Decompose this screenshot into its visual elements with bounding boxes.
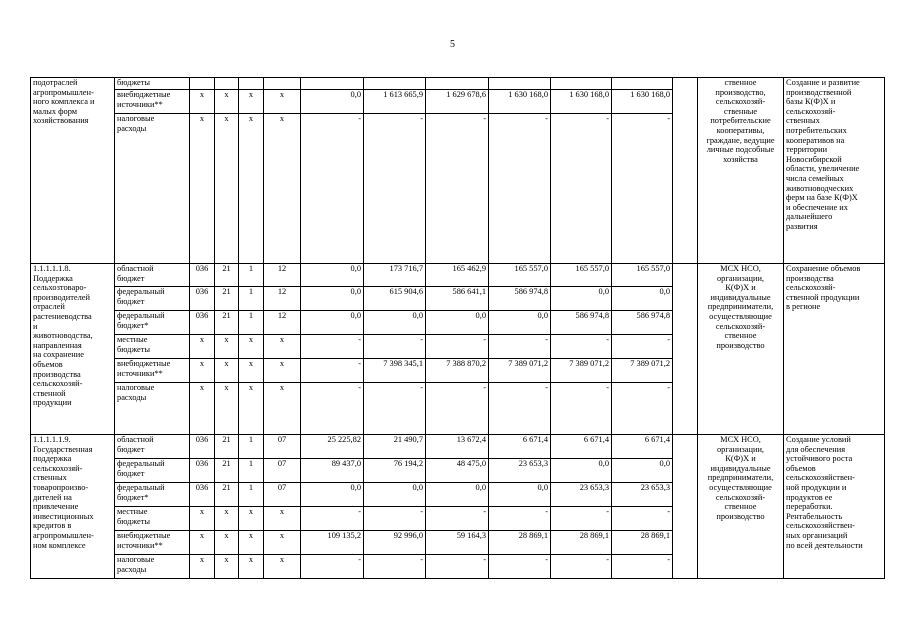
- cell-v2016: 109 135,2: [301, 531, 364, 555]
- cell-v2017: -: [364, 555, 426, 579]
- cell-v2021: -: [612, 383, 673, 435]
- cell-v2018: -: [426, 507, 489, 531]
- cell-v2020: 586 974,8: [551, 311, 612, 335]
- cell-v2018: [426, 78, 489, 90]
- cell-code: 036: [190, 311, 215, 335]
- cell-v2021: 0,0: [612, 287, 673, 311]
- cell-v2016: 0,0: [301, 90, 364, 114]
- executor: МСХ НСО, организации, К(Ф)Х и индивидуальные предприниматели, осуществляющие сельскохозяй- ственное производство: [698, 435, 784, 579]
- cell-v2020: -: [551, 335, 612, 359]
- cell-sec: 21: [215, 287, 239, 311]
- cell-v2020: [551, 78, 612, 90]
- cell-sub: 1: [239, 287, 264, 311]
- expected-result: Создание и развитие производственной базы К(Ф)Х и сельскохозяй- ственных потребительских кооперативов на территории Новосибирской области, увеличение числа семейных животноводческих ферм на базе К(Ф)Х и обеспечение их дальнейшего развития: [784, 78, 885, 264]
- cell-csr: x: [264, 359, 301, 383]
- cell-v2019: 6 671,4: [489, 435, 551, 459]
- cell-v2021: -: [612, 507, 673, 531]
- cell-v2017: -: [364, 335, 426, 359]
- cell-v2020: 23 653,3: [551, 483, 612, 507]
- cell-v2016: 25 225,82: [301, 435, 364, 459]
- cell-v2021: 165 557,0: [612, 264, 673, 287]
- cell-code: x: [190, 90, 215, 114]
- cell-v2020: -: [551, 507, 612, 531]
- cell-v2021: 7 389 071,2: [612, 359, 673, 383]
- cell-code: 036: [190, 435, 215, 459]
- cell-code: x: [190, 555, 215, 579]
- cell-v2021: -: [612, 335, 673, 359]
- cell-sec: x: [215, 555, 239, 579]
- cell-sec: x: [215, 359, 239, 383]
- cell-v2017: 173 716,7: [364, 264, 426, 287]
- cell-v2019: 28 869,1: [489, 531, 551, 555]
- cell-v2018: 59 164,3: [426, 531, 489, 555]
- cell-code: 036: [190, 483, 215, 507]
- cell-sub: x: [239, 507, 264, 531]
- cell-v2019: -: [489, 383, 551, 435]
- cell-v2016: -: [301, 335, 364, 359]
- cell-v2018: 0,0: [426, 483, 489, 507]
- cell-v2017: 21 490,7: [364, 435, 426, 459]
- cell-v2018: -: [426, 114, 489, 264]
- cell-v2016: 0,0: [301, 287, 364, 311]
- cell-v2020: 1 630 168,0: [551, 90, 612, 114]
- cell-v2019: -: [489, 114, 551, 264]
- cell-csr: 12: [264, 287, 301, 311]
- cell-v2019: 165 557,0: [489, 264, 551, 287]
- cell-sub: 1: [239, 435, 264, 459]
- page-number: 5: [450, 39, 455, 50]
- cell-csr: x: [264, 507, 301, 531]
- cell-v2018: 0,0: [426, 311, 489, 335]
- cell-v2017: -: [364, 114, 426, 264]
- cell-sub: x: [239, 383, 264, 435]
- cell-v2021: -: [612, 555, 673, 579]
- funding-source: бюджеты: [115, 78, 190, 90]
- funding-source: федеральный бюджет*: [115, 311, 190, 335]
- cell-csr: x: [264, 335, 301, 359]
- cell-v2019: [489, 78, 551, 90]
- cell-sec: 21: [215, 264, 239, 287]
- cell-csr: [264, 78, 301, 90]
- cell-v2018: 165 462,9: [426, 264, 489, 287]
- cell-v2021: -: [612, 114, 673, 264]
- funding-source: внебюджетные источники**: [115, 531, 190, 555]
- cell-v2021: [612, 78, 673, 90]
- cell-csr: 12: [264, 311, 301, 335]
- funding-source: налоговые расходы: [115, 114, 190, 264]
- cell-sec: x: [215, 335, 239, 359]
- cell-sub: 1: [239, 264, 264, 287]
- cell-v2017: 7 398 345,1: [364, 359, 426, 383]
- cell-v2020: -: [551, 383, 612, 435]
- cell-sub: x: [239, 531, 264, 555]
- cell-sec: 21: [215, 459, 239, 483]
- cell-sub: 1: [239, 311, 264, 335]
- activity-name: 1.1.1.1.1.9. Государственная поддержка сельскохозяй- ственных товаропроизво- дителей на привлечение инвестиционных кредитов в агропромышлен- ном комплексе: [31, 435, 115, 579]
- cell-csr: x: [264, 555, 301, 579]
- cell-sub: x: [239, 90, 264, 114]
- cell-code: x: [190, 114, 215, 264]
- cell-v2019: -: [489, 335, 551, 359]
- table-row: [31, 435, 885, 459]
- cell-v2018: 586 641,1: [426, 287, 489, 311]
- executor: ственное производство, сельскохозяй- ственные потребительские кооперативы, граждане, ведущие личные подсобные хозяйства: [698, 78, 784, 264]
- cell-v2021: 28 869,1: [612, 531, 673, 555]
- cell-code: 036: [190, 264, 215, 287]
- cell-code: 036: [190, 459, 215, 483]
- expected-result: Сохранение объемов производства сельскохозяй- ственной продукции в регионе: [784, 264, 885, 435]
- table-row: [31, 78, 885, 90]
- funding-table: [30, 77, 885, 579]
- cell-v2017: 615 904,6: [364, 287, 426, 311]
- cell-csr: x: [264, 114, 301, 264]
- cell-sec: 21: [215, 483, 239, 507]
- cell-code: x: [190, 359, 215, 383]
- cell-sub: x: [239, 335, 264, 359]
- funding-source: федеральный бюджет: [115, 287, 190, 311]
- cell-v2019: 23 653,3: [489, 459, 551, 483]
- cell-v2019: 1 630 168,0: [489, 90, 551, 114]
- cell-v2016: -: [301, 507, 364, 531]
- cell-sec: x: [215, 90, 239, 114]
- cell-v2020: 28 869,1: [551, 531, 612, 555]
- cell-v2021: 1 630 168,0: [612, 90, 673, 114]
- cell-v2021: 23 653,3: [612, 483, 673, 507]
- cell-csr: x: [264, 531, 301, 555]
- funding-source: областной бюджет: [115, 264, 190, 287]
- cell-v2019: 586 974,8: [489, 287, 551, 311]
- activity-name: подотраслей агропромышлен- ного комплекса и малых форм хозяйствования: [31, 78, 115, 264]
- cell-v2019: -: [489, 507, 551, 531]
- cell-v2021: 586 974,8: [612, 311, 673, 335]
- cell-sec: x: [215, 383, 239, 435]
- cell-v2019: 0,0: [489, 483, 551, 507]
- cell-sec: x: [215, 531, 239, 555]
- cell-v2019: -: [489, 555, 551, 579]
- cell-v2019: 7 389 071,2: [489, 359, 551, 383]
- cell-v2016: -: [301, 555, 364, 579]
- cell-v2016: 0,0: [301, 311, 364, 335]
- cell-code: x: [190, 383, 215, 435]
- cell-v2018: -: [426, 383, 489, 435]
- cell-v2017: [364, 78, 426, 90]
- cell-sec: 21: [215, 311, 239, 335]
- cell-sec: 21: [215, 435, 239, 459]
- cell-v2019: 0,0: [489, 311, 551, 335]
- cell-v2017: 76 194,2: [364, 459, 426, 483]
- cell-v2018: 48 475,0: [426, 459, 489, 483]
- cell-v2018: 7 388 870,2: [426, 359, 489, 383]
- cell-v2021: 0,0: [612, 459, 673, 483]
- cell-csr: x: [264, 90, 301, 114]
- executor: МСХ НСО, организации, К(Ф)Х и индивидуальные предприниматели, осуществляющие сельскохозяй- ственное производство: [698, 264, 784, 435]
- cell-v2017: -: [364, 383, 426, 435]
- cell-sec: [215, 78, 239, 90]
- cell-v2016: 89 437,0: [301, 459, 364, 483]
- cell-v2020: 165 557,0: [551, 264, 612, 287]
- cell-sub: x: [239, 114, 264, 264]
- cell-v2018: -: [426, 335, 489, 359]
- cell-v2020: 0,0: [551, 287, 612, 311]
- cell-sub: 1: [239, 459, 264, 483]
- cell-v2016: -: [301, 359, 364, 383]
- cell-v2016: 0,0: [301, 264, 364, 287]
- funding-source: внебюджетные источники**: [115, 90, 190, 114]
- cell-csr: 07: [264, 435, 301, 459]
- cell-code: x: [190, 335, 215, 359]
- activity-name: 1.1.1.1.1.8. Поддержка сельхозтоваро- производителей отраслей растениеводства и животноводства, направленная на сохранение объемов производства сельскохозяй- ственной продукции: [31, 264, 115, 435]
- cell-v2020: -: [551, 555, 612, 579]
- cell-v2017: -: [364, 507, 426, 531]
- funding-source: внебюджетные источники**: [115, 359, 190, 383]
- cell-sub: x: [239, 555, 264, 579]
- cell-v2021: 6 671,4: [612, 435, 673, 459]
- expected-result: Создание условий для обеспечения устойчивого роста объемов сельскохозяйствен- ной продукции и продуктов ее переработки. Рентабельность сельскохозяйствен- ных организаций по всей деятельности: [784, 435, 885, 579]
- cell-code: [190, 78, 215, 90]
- cell-sub: x: [239, 359, 264, 383]
- cell-v2016: [301, 78, 364, 90]
- cell-sec: x: [215, 114, 239, 264]
- cell-v2016: 0,0: [301, 483, 364, 507]
- cell-csr: 12: [264, 264, 301, 287]
- spacer-cell: [673, 435, 698, 579]
- cell-sub: 1: [239, 483, 264, 507]
- cell-v2017: 0,0: [364, 311, 426, 335]
- cell-code: x: [190, 507, 215, 531]
- cell-csr: 07: [264, 459, 301, 483]
- funding-source: местные бюджеты: [115, 335, 190, 359]
- cell-v2018: 1 629 678,6: [426, 90, 489, 114]
- cell-sub: [239, 78, 264, 90]
- cell-v2017: 92 996,0: [364, 531, 426, 555]
- funding-source: федеральный бюджет: [115, 459, 190, 483]
- funding-source: областной бюджет: [115, 435, 190, 459]
- cell-v2020: 0,0: [551, 459, 612, 483]
- cell-sec: x: [215, 507, 239, 531]
- cell-v2016: -: [301, 383, 364, 435]
- spacer-cell: [673, 78, 698, 264]
- cell-code: 036: [190, 287, 215, 311]
- funding-source: местные бюджеты: [115, 507, 190, 531]
- cell-v2017: 0,0: [364, 483, 426, 507]
- spacer-cell: [673, 264, 698, 435]
- cell-v2020: 7 389 071,2: [551, 359, 612, 383]
- funding-source: налоговые расходы: [115, 383, 190, 435]
- cell-v2020: -: [551, 114, 612, 264]
- cell-v2020: 6 671,4: [551, 435, 612, 459]
- funding-source: федеральный бюджет*: [115, 483, 190, 507]
- cell-code: x: [190, 531, 215, 555]
- table-row: [31, 264, 885, 287]
- cell-v2016: -: [301, 114, 364, 264]
- cell-v2017: 1 613 665,9: [364, 90, 426, 114]
- cell-csr: x: [264, 383, 301, 435]
- funding-source: налоговые расходы: [115, 555, 190, 579]
- cell-v2018: -: [426, 555, 489, 579]
- cell-v2018: 13 672,4: [426, 435, 489, 459]
- cell-csr: 07: [264, 483, 301, 507]
